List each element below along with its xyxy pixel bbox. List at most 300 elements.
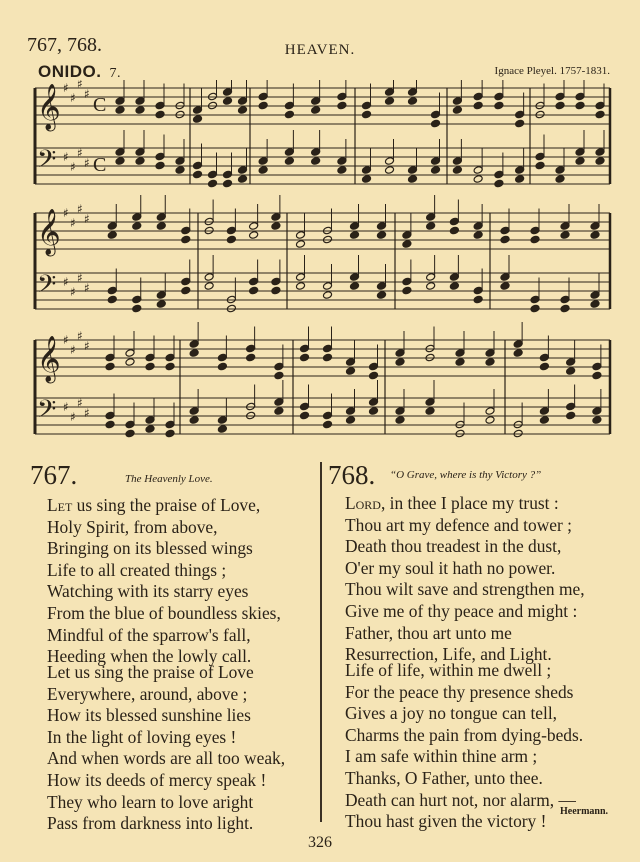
note-head [395, 358, 405, 367]
note-head [426, 282, 436, 291]
note-head [208, 179, 218, 188]
sharp-icon: ♯ [63, 206, 69, 220]
note-head [402, 231, 412, 240]
note-head [452, 106, 462, 115]
verse-text: us sing the praise of Love, [76, 495, 261, 515]
note-head [590, 291, 600, 300]
note-head [426, 213, 436, 222]
note-head [395, 407, 405, 416]
note-head [125, 429, 135, 438]
note-head [513, 340, 523, 349]
note-head [193, 106, 203, 115]
sharp-icon: ♯ [84, 156, 90, 170]
note-head [208, 170, 218, 179]
note-head [485, 358, 495, 367]
note-head [115, 157, 125, 166]
hymn-768-author: Heermann. [560, 806, 609, 817]
hymn-767-title: The Heavenly Love. [125, 473, 213, 485]
note-head [560, 222, 570, 231]
note-head [555, 166, 565, 175]
note-head [395, 416, 405, 425]
treble-clef-icon: 𝄞 [37, 209, 61, 255]
note-head [115, 97, 125, 106]
sharp-icon: ♯ [63, 333, 69, 347]
note-head [249, 277, 259, 286]
note-head [513, 349, 523, 358]
note-head [145, 353, 155, 362]
note-head [566, 367, 576, 376]
note-head [300, 402, 310, 411]
note-head [555, 175, 565, 184]
note-head [107, 222, 117, 231]
note-head [473, 175, 483, 184]
note-head [217, 425, 227, 434]
note-head [337, 101, 347, 110]
note-head [408, 175, 418, 184]
note-head [566, 411, 576, 420]
hymn-767-stanza-1 [47, 495, 281, 668]
note-head [271, 277, 281, 286]
note-head [369, 398, 379, 407]
note-head [402, 240, 412, 249]
note-head [560, 295, 570, 304]
note-head [473, 295, 483, 304]
note-head [226, 226, 236, 235]
note-head [274, 362, 284, 371]
note-head [485, 407, 495, 416]
note-head [485, 416, 495, 425]
note-head [362, 110, 372, 119]
note-head [125, 358, 135, 367]
note-head [560, 231, 570, 240]
note-head [217, 416, 227, 425]
composer-credit: Ignace Pleyel. 1757-1831. [494, 65, 610, 77]
note-head [175, 166, 185, 175]
note-head [155, 101, 165, 110]
note-head [204, 282, 214, 291]
note-head [238, 166, 248, 175]
note-head [431, 110, 441, 119]
note-head [274, 407, 284, 416]
note-head [189, 349, 199, 358]
note-head [426, 273, 436, 282]
verse-line: Mindful of the sparrow's fall, [47, 624, 251, 645]
note-head [346, 358, 356, 367]
note-head [296, 231, 306, 240]
note-head [555, 101, 565, 110]
note-head [426, 222, 436, 231]
note-head [105, 411, 115, 420]
note-head [155, 161, 165, 170]
sharp-icon: ♯ [70, 216, 76, 230]
sharp-icon: ♯ [77, 80, 83, 91]
verse-line: And when words are all too weak, [47, 748, 286, 769]
verse-line: Pass from darkness into light. [47, 813, 254, 834]
note-head [539, 353, 549, 362]
verse-line: Thanks, O Father, unto thee. [345, 767, 543, 788]
verse-line: In the light of loving eyes ! [47, 726, 237, 747]
note-head [575, 157, 585, 166]
note-head [107, 286, 117, 295]
note-head [431, 166, 441, 175]
note-head [560, 304, 570, 313]
sharp-icon: ♯ [77, 396, 83, 410]
verse-line: Father, thou art unto me [345, 622, 512, 643]
note-head [105, 362, 115, 371]
note-head [132, 213, 142, 222]
verse-line: They who learn to love aright [47, 791, 254, 812]
sharp-icon: ♯ [63, 275, 69, 289]
note-head [346, 407, 356, 416]
note-head [193, 115, 203, 124]
note-head [165, 353, 175, 362]
treble-clef-icon: 𝄞 [37, 84, 61, 130]
verse-line: Death thou treadest in the dust, [345, 536, 562, 557]
verse-line: How its blessed sunshine lies [47, 705, 251, 726]
sharp-icon: ♯ [63, 150, 69, 164]
note-head [223, 170, 233, 179]
note-head [337, 166, 347, 175]
note-head [530, 295, 540, 304]
note-head [223, 88, 233, 97]
note-head [258, 101, 268, 110]
note-head [165, 420, 175, 429]
note-head [473, 92, 483, 101]
note-head [592, 407, 602, 416]
note-head [323, 420, 333, 429]
note-head [362, 175, 372, 184]
verse-line: Thou hast given the victory ! [345, 811, 547, 832]
note-head [323, 344, 333, 353]
bass-clef-icon: 𝄢 [37, 145, 57, 180]
hymn-768-stanza-2 [345, 660, 583, 833]
note-head [402, 277, 412, 286]
note-head [337, 157, 347, 166]
verse-line: I am safe within thine arm ; [345, 746, 538, 767]
note-head [125, 349, 135, 358]
verse-line: Thou wilt save and strengthen me, [345, 579, 585, 600]
tune-meter: 7. [109, 66, 121, 81]
note-head [452, 157, 462, 166]
note-head [350, 273, 360, 282]
verse-line: Charms the pain from dying-beds. [345, 724, 584, 745]
note-head [530, 226, 540, 235]
note-head [425, 398, 435, 407]
note-head [385, 97, 395, 106]
verse-line [345, 493, 585, 515]
note-head [181, 235, 191, 244]
note-head [408, 166, 418, 175]
note-head [350, 231, 360, 240]
note-head [271, 213, 281, 222]
section-heading: HEAVEN. [284, 42, 356, 58]
sharp-icon: ♯ [77, 146, 83, 160]
note-head [181, 226, 191, 235]
note-head [346, 367, 356, 376]
tune-title: ONIDO. [38, 62, 102, 81]
note-head [473, 222, 483, 231]
verse-line: Life to all created things ; [47, 559, 227, 580]
note-head [323, 282, 333, 291]
sharp-icon: ♯ [77, 202, 83, 216]
note-head [181, 286, 191, 295]
note-head [350, 282, 360, 291]
note-head [575, 92, 585, 101]
note-head [189, 416, 199, 425]
sharp-icon: ♯ [70, 410, 76, 424]
note-head [500, 235, 510, 244]
note-head [132, 222, 142, 231]
note-head [590, 231, 600, 240]
note-head [135, 148, 145, 157]
note-head [193, 170, 203, 179]
note-head [377, 291, 387, 300]
note-head [515, 166, 525, 175]
note-head [156, 213, 166, 222]
note-head [346, 416, 356, 425]
note-head [369, 362, 379, 371]
first-word: Lord [345, 493, 381, 513]
note-head [385, 166, 395, 175]
note-head [595, 101, 605, 110]
sharp-icon: ♯ [70, 91, 76, 105]
note-head [246, 344, 256, 353]
note-head [455, 349, 465, 358]
sharp-icon: ♯ [70, 343, 76, 357]
note-head [249, 231, 259, 240]
note-head [155, 110, 165, 119]
verse-line: How its deeds of mercy speak ! [47, 769, 267, 790]
note-head [125, 420, 135, 429]
note-head [238, 97, 248, 106]
column-divider [320, 462, 322, 822]
note-head [115, 148, 125, 157]
note-head [165, 429, 175, 438]
note-head [105, 353, 115, 362]
note-head [494, 92, 504, 101]
sharp-icon: ♯ [84, 339, 90, 353]
note-head [494, 101, 504, 110]
note-head [535, 152, 545, 161]
note-head [249, 222, 259, 231]
note-head [246, 353, 256, 362]
hymn-768-number: 768. [328, 460, 376, 490]
bass-clef-icon: 𝄢 [37, 270, 57, 305]
note-head [592, 416, 602, 425]
note-head [271, 286, 281, 295]
note-head [473, 286, 483, 295]
note-head [155, 152, 165, 161]
note-head [408, 97, 418, 106]
verse-line: Gives a joy no tongue can tell, [345, 703, 558, 724]
note-head [271, 222, 281, 231]
verse-line: O'er my soul it hath no power. [345, 557, 556, 578]
verse-line: Heeding when the lowly call. [47, 646, 252, 667]
note-head [337, 92, 347, 101]
note-head [595, 110, 605, 119]
note-head [311, 148, 321, 157]
hymn-767-number: 767. [30, 460, 78, 490]
note-head [449, 226, 459, 235]
note-head [555, 92, 565, 101]
note-head [575, 101, 585, 110]
note-head [258, 92, 268, 101]
note-head [408, 88, 418, 97]
page-number: 326 [308, 834, 332, 851]
sharp-icon: ♯ [77, 271, 83, 285]
note-head [431, 157, 441, 166]
verse-line: Let us sing the praise of Love [47, 662, 254, 682]
verse-line: Life of life, within me dwell ; [345, 660, 552, 680]
note-head [135, 157, 145, 166]
note-head [369, 407, 379, 416]
note-head [377, 282, 387, 291]
hymn-767-stanza-2 [47, 662, 285, 835]
note-head [539, 407, 549, 416]
note-head [473, 231, 483, 240]
verse-line: Death can hurt not, nor alarm, — [345, 789, 576, 810]
sharp-icon: ♯ [84, 87, 90, 101]
note-head [566, 402, 576, 411]
note-head [156, 300, 166, 309]
note-head [274, 398, 284, 407]
note-head [311, 157, 321, 166]
first-word: Let [47, 495, 73, 515]
note-head [258, 166, 268, 175]
treble-clef-icon: 𝄞 [37, 336, 61, 382]
note-head [135, 97, 145, 106]
verse-text: , in thee I place my trust : [380, 493, 559, 513]
common-time-icon: C [93, 94, 107, 116]
bass-clef-icon: 𝄢 [37, 395, 57, 430]
note-head [107, 295, 117, 304]
note-head [530, 235, 540, 244]
note-head [500, 226, 510, 235]
note-head [452, 166, 462, 175]
sharp-icon: ♯ [84, 406, 90, 420]
note-head [296, 282, 306, 291]
note-head [592, 362, 602, 371]
note-head [500, 282, 510, 291]
note-head [175, 157, 185, 166]
note-head [494, 179, 504, 188]
note-head [193, 161, 203, 170]
note-head [105, 420, 115, 429]
note-head [132, 304, 142, 313]
note-head [473, 166, 483, 175]
note-head [204, 273, 214, 282]
note-head [156, 291, 166, 300]
note-head [323, 291, 333, 300]
verse-line: For the peace thy presence sheds [345, 681, 574, 702]
note-head [455, 358, 465, 367]
note-head [515, 110, 525, 119]
note-head [530, 304, 540, 313]
note-head [515, 175, 525, 184]
note-head [449, 282, 459, 291]
sharp-icon: ♯ [84, 212, 90, 226]
note-head [189, 407, 199, 416]
note-head [258, 157, 268, 166]
verse-line: Thou art my defence and tower ; [345, 514, 572, 535]
note-head [238, 175, 248, 184]
note-head [452, 97, 462, 106]
music-score [0, 80, 640, 450]
note-head [500, 273, 510, 282]
note-head [226, 235, 236, 244]
sharp-icon: ♯ [63, 81, 69, 95]
note-head [223, 97, 233, 106]
note-head [449, 217, 459, 226]
note-head [592, 371, 602, 380]
verse-line: Give me of thy peace and might : [345, 600, 578, 621]
note-head [284, 101, 294, 110]
note-head [575, 148, 585, 157]
note-head [238, 106, 248, 115]
verse-line: Resurrection, Life, and Light. [345, 644, 552, 665]
note-head [385, 88, 395, 97]
note-head [132, 295, 142, 304]
note-head [145, 362, 155, 371]
verse-line [47, 495, 281, 517]
note-head [274, 371, 284, 380]
note-head [300, 344, 310, 353]
note-head [539, 362, 549, 371]
note-head [431, 119, 441, 128]
note-head [595, 157, 605, 166]
note-head [145, 416, 155, 425]
sharp-icon: ♯ [84, 281, 90, 295]
note-head [311, 106, 321, 115]
note-head [402, 286, 412, 295]
sharp-icon: ♯ [70, 160, 76, 174]
note-head [300, 411, 310, 420]
note-head [165, 362, 175, 371]
note-head [145, 425, 155, 434]
note-head [369, 371, 379, 380]
note-head [385, 157, 395, 166]
note-head [425, 407, 435, 416]
note-head [485, 349, 495, 358]
note-head [350, 222, 360, 231]
note-head [377, 222, 387, 231]
sharp-icon: ♯ [70, 285, 76, 299]
note-head [284, 110, 294, 119]
note-head [323, 353, 333, 362]
note-head [284, 148, 294, 157]
note-head [590, 300, 600, 309]
note-head [217, 353, 227, 362]
note-head [223, 179, 233, 188]
note-head [395, 349, 405, 358]
sharp-icon: ♯ [77, 329, 83, 343]
note-head [181, 277, 191, 286]
note-head [296, 273, 306, 282]
verse-line: Bringing on its blessed wings [47, 538, 253, 559]
verse-line: From the blue of boundless skies, [47, 602, 281, 623]
note-head [135, 106, 145, 115]
sharp-icon: ♯ [63, 400, 69, 414]
note-head [217, 362, 227, 371]
tune-name [38, 62, 121, 82]
note-head [311, 97, 321, 106]
hymn-768-stanza-1 [345, 493, 585, 666]
verse-line: Everywhere, around, above ; [47, 683, 248, 704]
note-head [323, 411, 333, 420]
hymn-768-title: “O Grave, where is thy Victory ?” [390, 469, 542, 481]
note-head [156, 222, 166, 231]
verse-line: Watching with its starry eyes [47, 581, 249, 602]
